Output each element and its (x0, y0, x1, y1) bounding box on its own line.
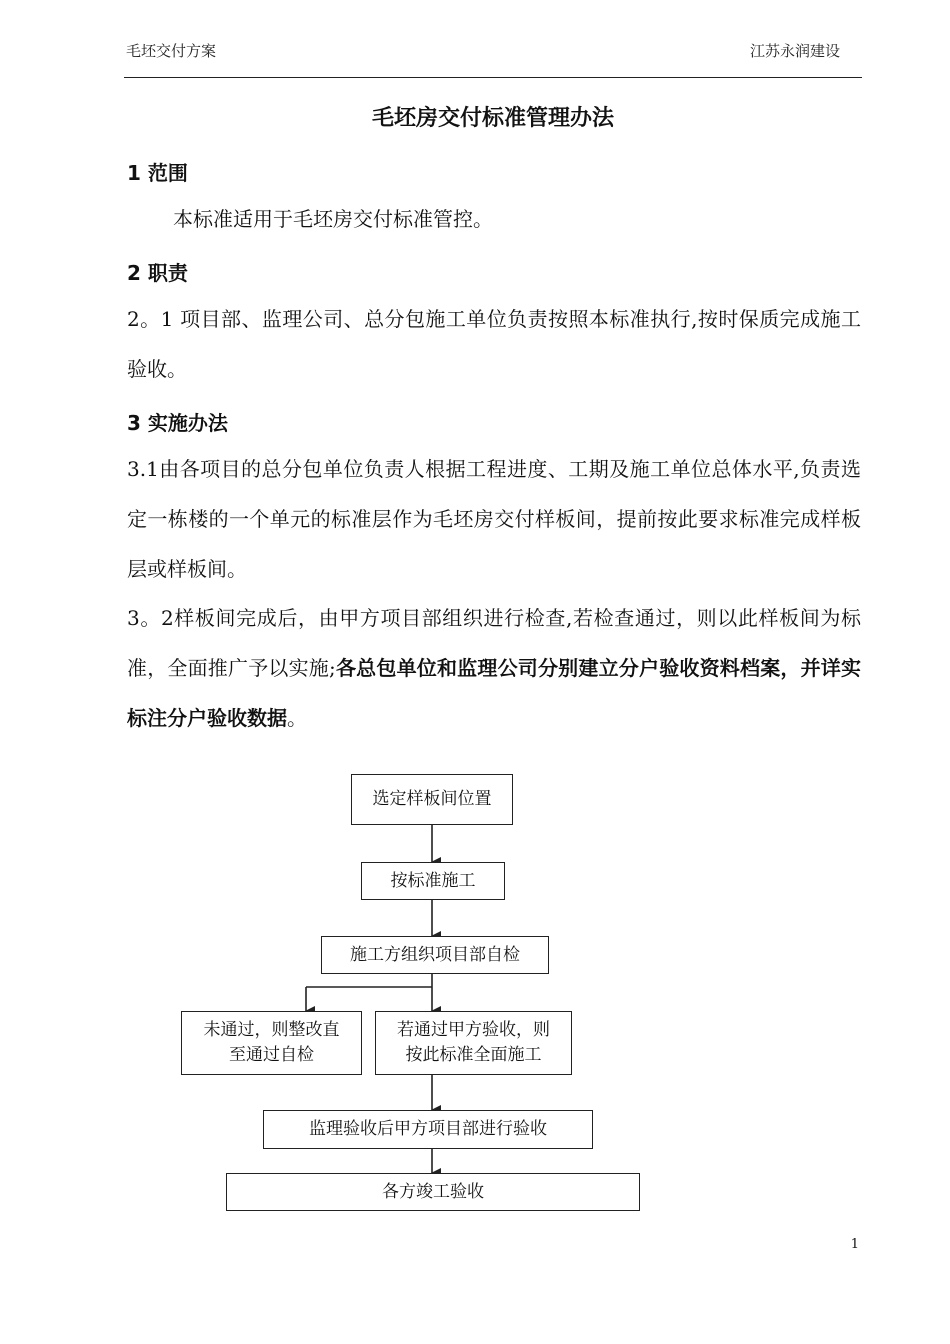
section-3-2-bold-text: 各总包单位和监理公司分别建立分户验收资料档案，并详实标注分户验收数据 (127, 656, 862, 730)
section-3-heading: 3 实施办法 (127, 411, 228, 435)
document-title: 毛坯房交付标准管理办法 (371, 106, 614, 131)
header-left-text: 毛坯交付方案 (126, 42, 217, 60)
section-1-heading: 1 范围 (127, 161, 188, 185)
flow-step-construct-to-standard: 按标准施工 (361, 862, 505, 900)
section-1-text: 本标准适用于毛坯房交付标准管控。 (173, 207, 493, 231)
flow-step-fail-rectify (181, 1011, 362, 1075)
header-right-text: 江苏永润建设 (749, 42, 840, 60)
fail-line-1: 未通过，则整改直 (203, 1020, 340, 1040)
section-3-1-paragraph: 3.1由各项目的总分包单位负责人根据工程进度、工期及施工单位总体水平,负责选定一栋楼的一个单元的标准层作为毛坯房交付样板间，提前按此要求标准完成样板层或样板间。 (127, 457, 861, 581)
flow-step-final-acceptance: 各方竣工验收 (226, 1173, 640, 1211)
section-3-2-end: 。 (287, 706, 307, 730)
pass-line-1: 若通过甲方验收，则 (397, 1020, 550, 1040)
flow-step-pass-full-construction (375, 1011, 572, 1075)
flow-step-self-inspection: 施工方组织项目部自检 (321, 936, 549, 974)
section-2-heading: 2 职责 (127, 261, 188, 285)
flow-step-select-sample-room: 选定样板间位置 (351, 774, 513, 825)
section-3-2-text: 3。2样板间完成后，由甲方项目部组织进行检查,若检查通过，则以此样板间为标准，全面推广予以实施; (127, 606, 861, 680)
flow-step-supervision-acceptance: 监理验收后甲方项目部进行验收 (263, 1110, 593, 1149)
fail-line-2: 至通过自检 (229, 1045, 314, 1065)
page-number: 1 (850, 1237, 859, 1252)
pass-line-2: 按此标准全面施工 (405, 1045, 542, 1065)
section-2-paragraph: 2。1 项目部、监理公司、总分包施工单位负责按照本标准执行,按时保质完成施工验收。 (127, 307, 861, 381)
